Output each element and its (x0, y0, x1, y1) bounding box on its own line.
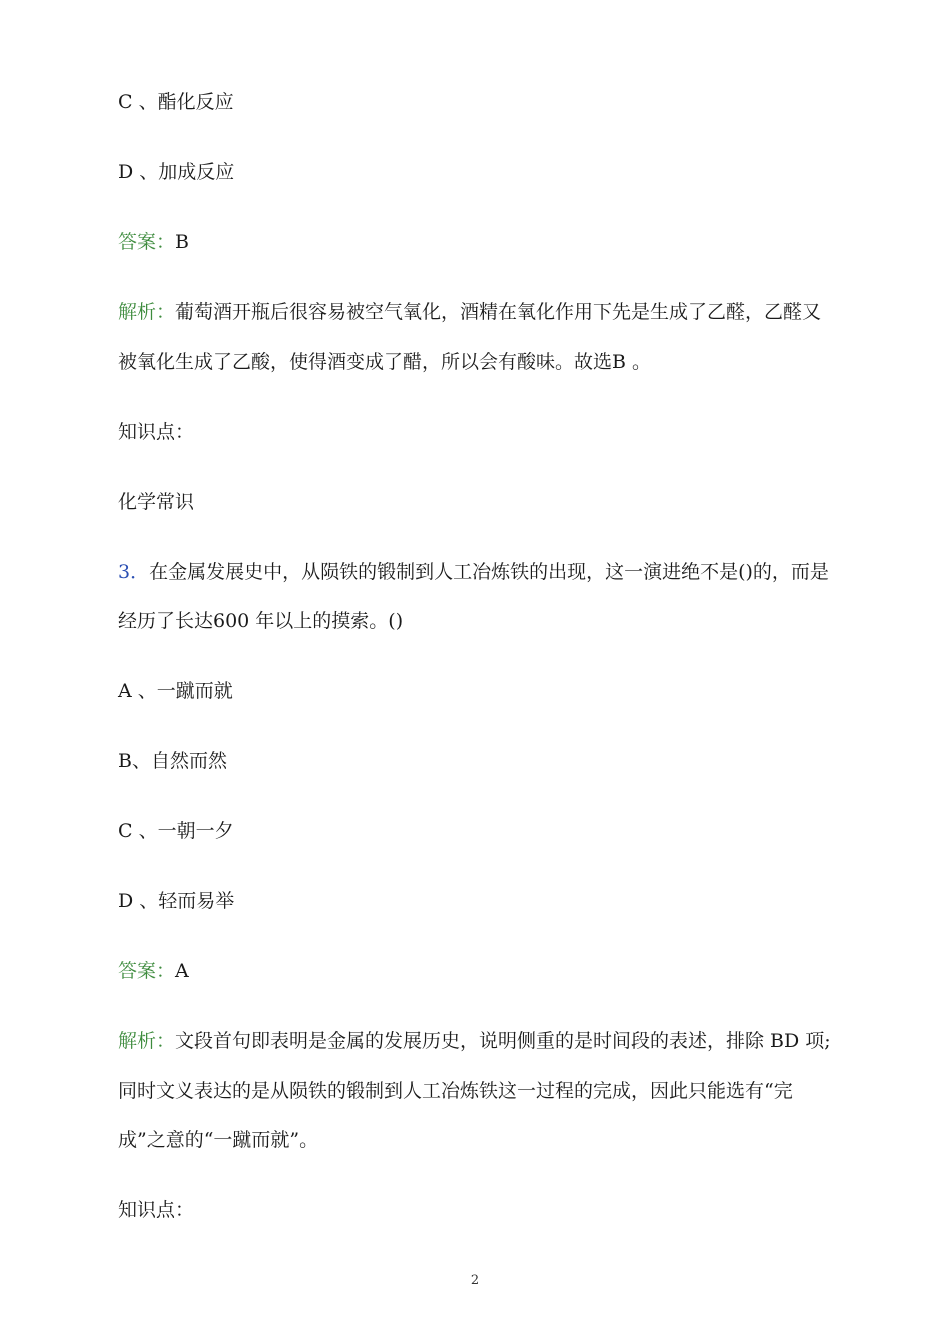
q2-answer (118, 230, 189, 254)
question-stem: 在金属发展史中，从陨铁的锻制到人工冶炼铁的出现，这一演进绝不是()的，而是 (149, 561, 829, 583)
q2-knowledge-label: 知识点： (118, 421, 195, 443)
q3-analysis-line-2: 同时文义表达的是从陨铁的锻制到人工冶炼铁这一过程的完成，因此只能选有“完 (118, 1080, 793, 1102)
answer-value: B (175, 231, 189, 253)
answer-label: 答案： (118, 960, 176, 982)
q3-option-b: B、自然而然 (118, 750, 227, 772)
answer-label: 答案： (118, 231, 176, 253)
analysis-text: 葡萄酒开瓶后很容易被空气氧化，酒精在氧化作用下先是生成了乙醛，乙醛又 (175, 301, 822, 323)
q2-option-d: D 、加成反应 (118, 161, 235, 183)
q3-analysis-line-3: 成”之意的“一蹴而就”。 (118, 1129, 319, 1151)
q3-option-d: D 、轻而易举 (118, 890, 235, 912)
q3-option-c: C 、一朝一夕 (118, 820, 234, 842)
q2-analysis-line-2: 被氧化生成了乙酸，使得酒变成了醋，所以会有酸味。故选B 。 (118, 351, 652, 373)
q2-analysis-line-1 (118, 300, 821, 324)
page-number: 2 (470, 1273, 480, 1288)
q3-knowledge-label: 知识点： (118, 1199, 195, 1221)
q3-option-a: A 、一蹴而就 (118, 680, 233, 702)
analysis-text: 文段首句即表明是金属的发展历史，说明侧重的是时间段的表述，排除 BD 项; (175, 1030, 831, 1052)
q3-analysis-line-1 (118, 1029, 831, 1053)
analysis-label: 解析： (118, 1030, 176, 1052)
question-number: 3． (118, 561, 150, 583)
q3-answer (118, 959, 189, 983)
answer-value: A (175, 960, 189, 982)
analysis-label: 解析： (118, 301, 176, 323)
q3-stem-line-1 (118, 560, 829, 584)
q2-option-c: C 、酯化反应 (118, 91, 234, 113)
q3-stem-line-2: 经历了长达600 年以上的摸索。() (118, 610, 404, 632)
q2-knowledge-value: 化学常识 (118, 491, 195, 513)
